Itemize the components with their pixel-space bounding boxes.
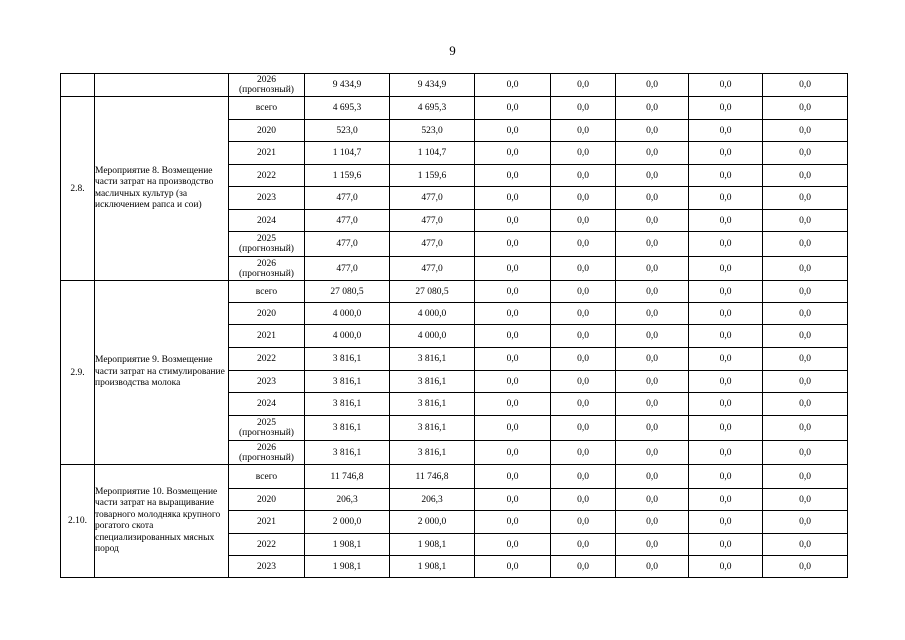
table-row <box>61 74 848 97</box>
year-cell: 2024 <box>229 210 305 232</box>
total-cell: 3 816,1 <box>305 348 390 371</box>
total-cell: 1 104,7 <box>305 142 390 165</box>
total-cell: 3 816,1 <box>305 393 390 416</box>
value-cell: 0,0 <box>551 74 616 97</box>
value-cell: 0,0 <box>551 465 616 489</box>
year-cell: 2020 <box>229 489 305 511</box>
value-cell: 0,0 <box>763 348 848 371</box>
total-cell: 477,0 <box>305 210 390 232</box>
value-cell: 0,0 <box>475 210 551 232</box>
value-cell: 0,0 <box>551 187 616 210</box>
subtotal-cell: 4 000,0 <box>390 325 475 348</box>
value-cell: 0,0 <box>763 441 848 465</box>
subtotal-cell: 3 816,1 <box>390 441 475 465</box>
measure-code: 2.10. <box>61 465 95 578</box>
value-cell: 0,0 <box>689 165 763 187</box>
value-cell: 0,0 <box>763 97 848 120</box>
value-cell: 0,0 <box>616 465 689 489</box>
value-cell: 0,0 <box>763 165 848 187</box>
value-cell: 0,0 <box>689 556 763 578</box>
value-cell: 0,0 <box>475 511 551 534</box>
subtotal-cell: 477,0 <box>390 210 475 232</box>
value-cell: 0,0 <box>551 325 616 348</box>
table-row <box>61 97 848 120</box>
measure-title: Мероприятие 10. Возмещение части затрат на выращивание товарного молодняка крупного рогатого скота специализированных мясных пород <box>95 465 229 578</box>
value-cell: 0,0 <box>551 489 616 511</box>
year-cell: 2020 <box>229 120 305 142</box>
value-cell: 0,0 <box>475 325 551 348</box>
total-cell: 3 816,1 <box>305 371 390 393</box>
value-cell: 0,0 <box>551 232 616 257</box>
value-cell: 0,0 <box>475 97 551 120</box>
year-cell: 2023 <box>229 371 305 393</box>
value-cell: 0,0 <box>689 257 763 281</box>
value-cell: 0,0 <box>763 74 848 97</box>
value-cell: 0,0 <box>689 120 763 142</box>
value-cell: 0,0 <box>475 257 551 281</box>
year-cell: 2024 <box>229 393 305 416</box>
value-cell: 0,0 <box>616 74 689 97</box>
value-cell: 0,0 <box>689 232 763 257</box>
value-cell: 0,0 <box>689 348 763 371</box>
year-cell: 2022 <box>229 165 305 187</box>
value-cell: 0,0 <box>475 489 551 511</box>
subtotal-cell: 523,0 <box>390 120 475 142</box>
year-cell: 2023 <box>229 556 305 578</box>
value-cell: 0,0 <box>763 534 848 556</box>
value-cell: 0,0 <box>616 371 689 393</box>
year-cell: всего <box>229 465 305 489</box>
value-cell: 0,0 <box>763 556 848 578</box>
measure-title: Мероприятие 8. Возмещение части затрат на производство масличных культур (за исключением рапса и сои) <box>95 97 229 281</box>
value-cell: 0,0 <box>763 187 848 210</box>
total-cell: 477,0 <box>305 187 390 210</box>
subtotal-cell: 477,0 <box>390 187 475 210</box>
value-cell: 0,0 <box>551 534 616 556</box>
value-cell: 0,0 <box>551 281 616 303</box>
total-cell: 4 000,0 <box>305 303 390 325</box>
year-cell: 2023 <box>229 187 305 210</box>
subtotal-cell: 27 080,5 <box>390 281 475 303</box>
value-cell: 0,0 <box>616 257 689 281</box>
value-cell: 0,0 <box>475 556 551 578</box>
total-cell: 11 746,8 <box>305 465 390 489</box>
value-cell: 0,0 <box>551 348 616 371</box>
value-cell: 0,0 <box>475 187 551 210</box>
subtotal-cell: 3 816,1 <box>390 371 475 393</box>
value-cell: 0,0 <box>763 416 848 441</box>
value-cell: 0,0 <box>763 142 848 165</box>
subtotal-cell: 1 908,1 <box>390 534 475 556</box>
value-cell: 0,0 <box>475 142 551 165</box>
value-cell: 0,0 <box>616 281 689 303</box>
value-cell: 0,0 <box>551 165 616 187</box>
value-cell: 0,0 <box>689 416 763 441</box>
value-cell: 0,0 <box>616 187 689 210</box>
value-cell: 0,0 <box>475 441 551 465</box>
year-cell: 2026 (прогнозный) <box>229 441 305 465</box>
value-cell: 0,0 <box>551 393 616 416</box>
year-cell: 2021 <box>229 142 305 165</box>
year-cell: 2022 <box>229 534 305 556</box>
value-cell: 0,0 <box>689 534 763 556</box>
value-cell: 0,0 <box>689 325 763 348</box>
total-cell: 1 908,1 <box>305 556 390 578</box>
value-cell: 0,0 <box>616 97 689 120</box>
value-cell: 0,0 <box>616 303 689 325</box>
subtotal-cell: 1 159,6 <box>390 165 475 187</box>
total-cell: 4 000,0 <box>305 325 390 348</box>
value-cell: 0,0 <box>689 489 763 511</box>
total-cell: 477,0 <box>305 257 390 281</box>
continuation-code <box>61 74 95 97</box>
value-cell: 0,0 <box>689 511 763 534</box>
value-cell: 0,0 <box>551 441 616 465</box>
total-cell: 9 434,9 <box>305 74 390 97</box>
value-cell: 0,0 <box>616 142 689 165</box>
subtotal-cell: 477,0 <box>390 232 475 257</box>
value-cell: 0,0 <box>475 232 551 257</box>
continuation-title <box>95 74 229 97</box>
value-cell: 0,0 <box>616 232 689 257</box>
total-cell: 27 080,5 <box>305 281 390 303</box>
value-cell: 0,0 <box>475 281 551 303</box>
value-cell: 0,0 <box>689 371 763 393</box>
total-cell: 3 816,1 <box>305 441 390 465</box>
year-cell: 2020 <box>229 303 305 325</box>
total-cell: 4 695,3 <box>305 97 390 120</box>
value-cell: 0,0 <box>616 120 689 142</box>
measure-code: 2.8. <box>61 97 95 281</box>
subtotal-cell: 3 816,1 <box>390 416 475 441</box>
year-cell: 2025 (прогнозный) <box>229 416 305 441</box>
value-cell: 0,0 <box>616 511 689 534</box>
value-cell: 0,0 <box>689 142 763 165</box>
subtotal-cell: 4 000,0 <box>390 303 475 325</box>
subtotal-cell: 3 816,1 <box>390 393 475 416</box>
subtotal-cell: 11 746,8 <box>390 465 475 489</box>
value-cell: 0,0 <box>475 74 551 97</box>
value-cell: 0,0 <box>763 210 848 232</box>
total-cell: 1 908,1 <box>305 534 390 556</box>
subtotal-cell: 206,3 <box>390 489 475 511</box>
total-cell: 477,0 <box>305 232 390 257</box>
value-cell: 0,0 <box>689 97 763 120</box>
value-cell: 0,0 <box>689 210 763 232</box>
value-cell: 0,0 <box>616 165 689 187</box>
value-cell: 0,0 <box>551 120 616 142</box>
table-body <box>61 74 848 578</box>
value-cell: 0,0 <box>763 281 848 303</box>
value-cell: 0,0 <box>689 393 763 416</box>
value-cell: 0,0 <box>551 257 616 281</box>
total-cell: 523,0 <box>305 120 390 142</box>
value-cell: 0,0 <box>763 303 848 325</box>
value-cell: 0,0 <box>689 281 763 303</box>
year-cell: всего <box>229 281 305 303</box>
value-cell: 0,0 <box>763 120 848 142</box>
value-cell: 0,0 <box>689 465 763 489</box>
subtotal-cell: 1 908,1 <box>390 556 475 578</box>
value-cell: 0,0 <box>616 348 689 371</box>
value-cell: 0,0 <box>763 325 848 348</box>
value-cell: 0,0 <box>475 371 551 393</box>
measure-code: 2.9. <box>61 281 95 465</box>
subtotal-cell: 477,0 <box>390 257 475 281</box>
value-cell: 0,0 <box>763 393 848 416</box>
value-cell: 0,0 <box>551 511 616 534</box>
subtotal-cell: 2 000,0 <box>390 511 475 534</box>
value-cell: 0,0 <box>551 210 616 232</box>
subtotal-cell: 9 434,9 <box>390 74 475 97</box>
total-cell: 1 159,6 <box>305 165 390 187</box>
value-cell: 0,0 <box>551 556 616 578</box>
table-row <box>61 281 848 303</box>
value-cell: 0,0 <box>616 441 689 465</box>
value-cell: 0,0 <box>616 556 689 578</box>
funding-table <box>60 73 848 578</box>
year-cell: 2025 (прогнозный) <box>229 232 305 257</box>
value-cell: 0,0 <box>475 534 551 556</box>
subtotal-cell: 3 816,1 <box>390 348 475 371</box>
year-cell: 2021 <box>229 511 305 534</box>
table-row <box>61 465 848 489</box>
value-cell: 0,0 <box>616 489 689 511</box>
value-cell: 0,0 <box>475 303 551 325</box>
year-cell: всего <box>229 97 305 120</box>
value-cell: 0,0 <box>551 416 616 441</box>
value-cell: 0,0 <box>551 142 616 165</box>
value-cell: 0,0 <box>763 371 848 393</box>
total-cell: 206,3 <box>305 489 390 511</box>
value-cell: 0,0 <box>616 393 689 416</box>
value-cell: 0,0 <box>689 303 763 325</box>
year-cell: 2026 (прогнозный) <box>229 257 305 281</box>
value-cell: 0,0 <box>763 465 848 489</box>
value-cell: 0,0 <box>616 416 689 441</box>
value-cell: 0,0 <box>616 210 689 232</box>
value-cell: 0,0 <box>763 257 848 281</box>
value-cell: 0,0 <box>763 511 848 534</box>
value-cell: 0,0 <box>551 97 616 120</box>
value-cell: 0,0 <box>551 371 616 393</box>
year-cell: 2026 (прогнозный) <box>229 74 305 97</box>
page-number: 9 <box>449 43 456 58</box>
value-cell: 0,0 <box>689 74 763 97</box>
value-cell: 0,0 <box>616 534 689 556</box>
measure-title: Мероприятие 9. Возмещение части затрат на стимулирование производства молока <box>95 281 229 465</box>
value-cell: 0,0 <box>551 303 616 325</box>
total-cell: 2 000,0 <box>305 511 390 534</box>
value-cell: 0,0 <box>689 187 763 210</box>
value-cell: 0,0 <box>475 416 551 441</box>
value-cell: 0,0 <box>763 489 848 511</box>
value-cell: 0,0 <box>475 393 551 416</box>
value-cell: 0,0 <box>616 325 689 348</box>
subtotal-cell: 1 104,7 <box>390 142 475 165</box>
year-cell: 2021 <box>229 325 305 348</box>
value-cell: 0,0 <box>475 465 551 489</box>
total-cell: 3 816,1 <box>305 416 390 441</box>
value-cell: 0,0 <box>689 441 763 465</box>
value-cell: 0,0 <box>475 120 551 142</box>
value-cell: 0,0 <box>475 348 551 371</box>
value-cell: 0,0 <box>475 165 551 187</box>
subtotal-cell: 4 695,3 <box>390 97 475 120</box>
value-cell: 0,0 <box>763 232 848 257</box>
year-cell: 2022 <box>229 348 305 371</box>
